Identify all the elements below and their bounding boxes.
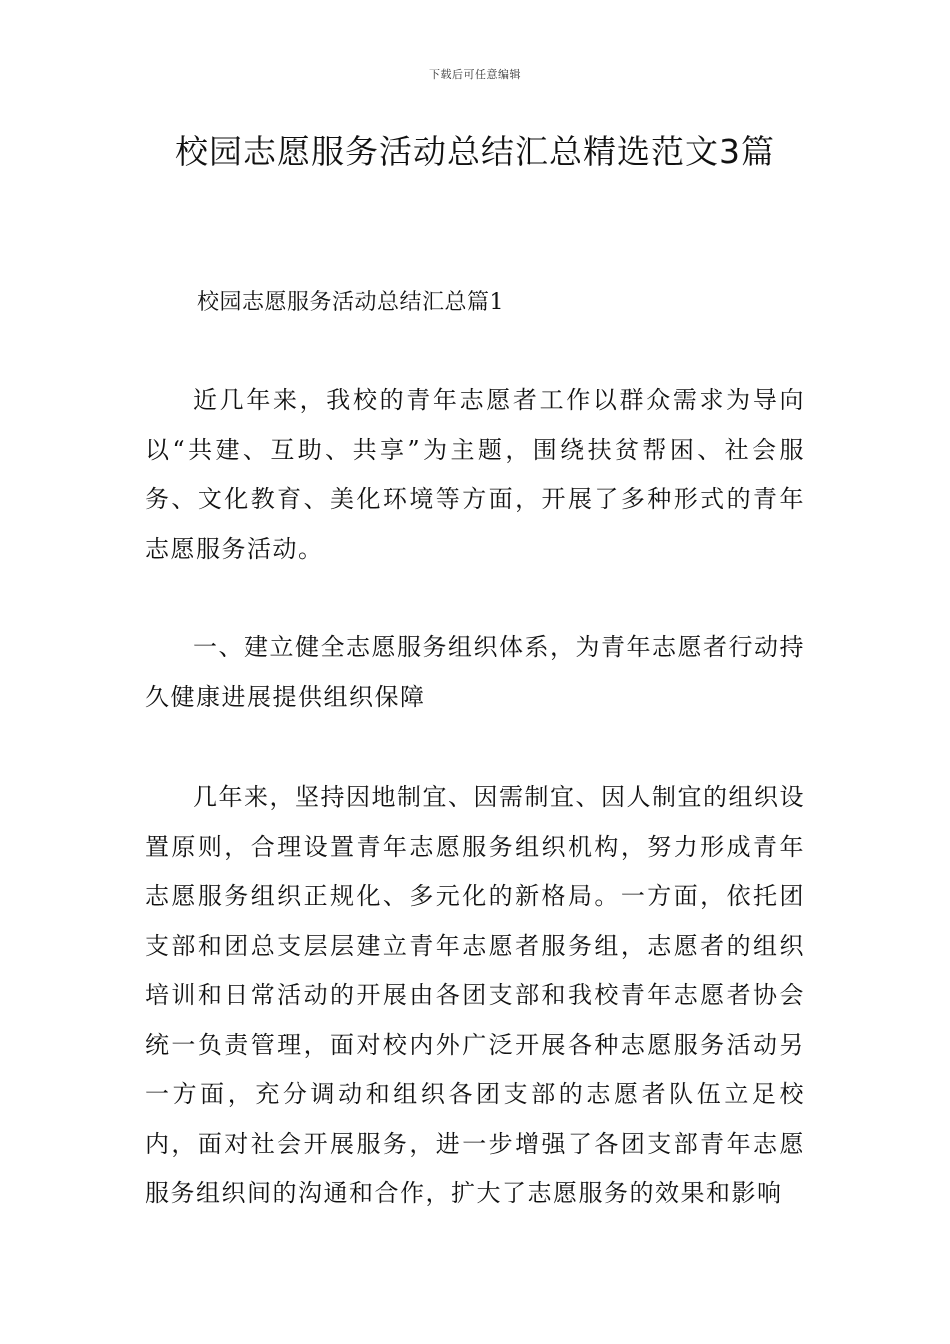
document-title: 校园志愿服务活动总结汇总精选范文3篇 [175, 132, 775, 171]
header-note: 下载后可任意编辑 [429, 68, 521, 81]
paragraph-subheading: 一、建立健全志愿服务组织体系，为青年志愿者行动持久健康进展提供组织保障 [145, 633, 805, 711]
paragraph-intro: 近几年来，我校的青年志愿者工作以群众需求为导向以“共建、互助、共享”为主题，围绕扶贫帮困、社会服务、文化教育、美化环境等方面，开展了多种形式的青年志愿服务活动。 [145, 386, 805, 563]
paragraph-body: 几年来，坚持因地制宜、因需制宜、因人制宜的组织设置原则，合理设置青年志愿服务组织机构，努力形成青年志愿服务组织正规化、多元化的新格局。一方面，依托团支部和团总支层层建立青年志愿者服务组，志愿者的组织培训和日常活动的开展由各团支部和我校青年志愿者协会统一负责管理，面对校内外广泛开展各种志愿服务活动另一方面，充分调动和组织各团支部的志愿者队伍立足校内，面对社会开展服务，进一步增强了各团支部青年志愿服务组织间的沟通和合作，扩大了志愿服务的效果和影响 [145, 783, 805, 1207]
section-heading: 校园志愿服务活动总结汇总篇1 [197, 290, 504, 315]
